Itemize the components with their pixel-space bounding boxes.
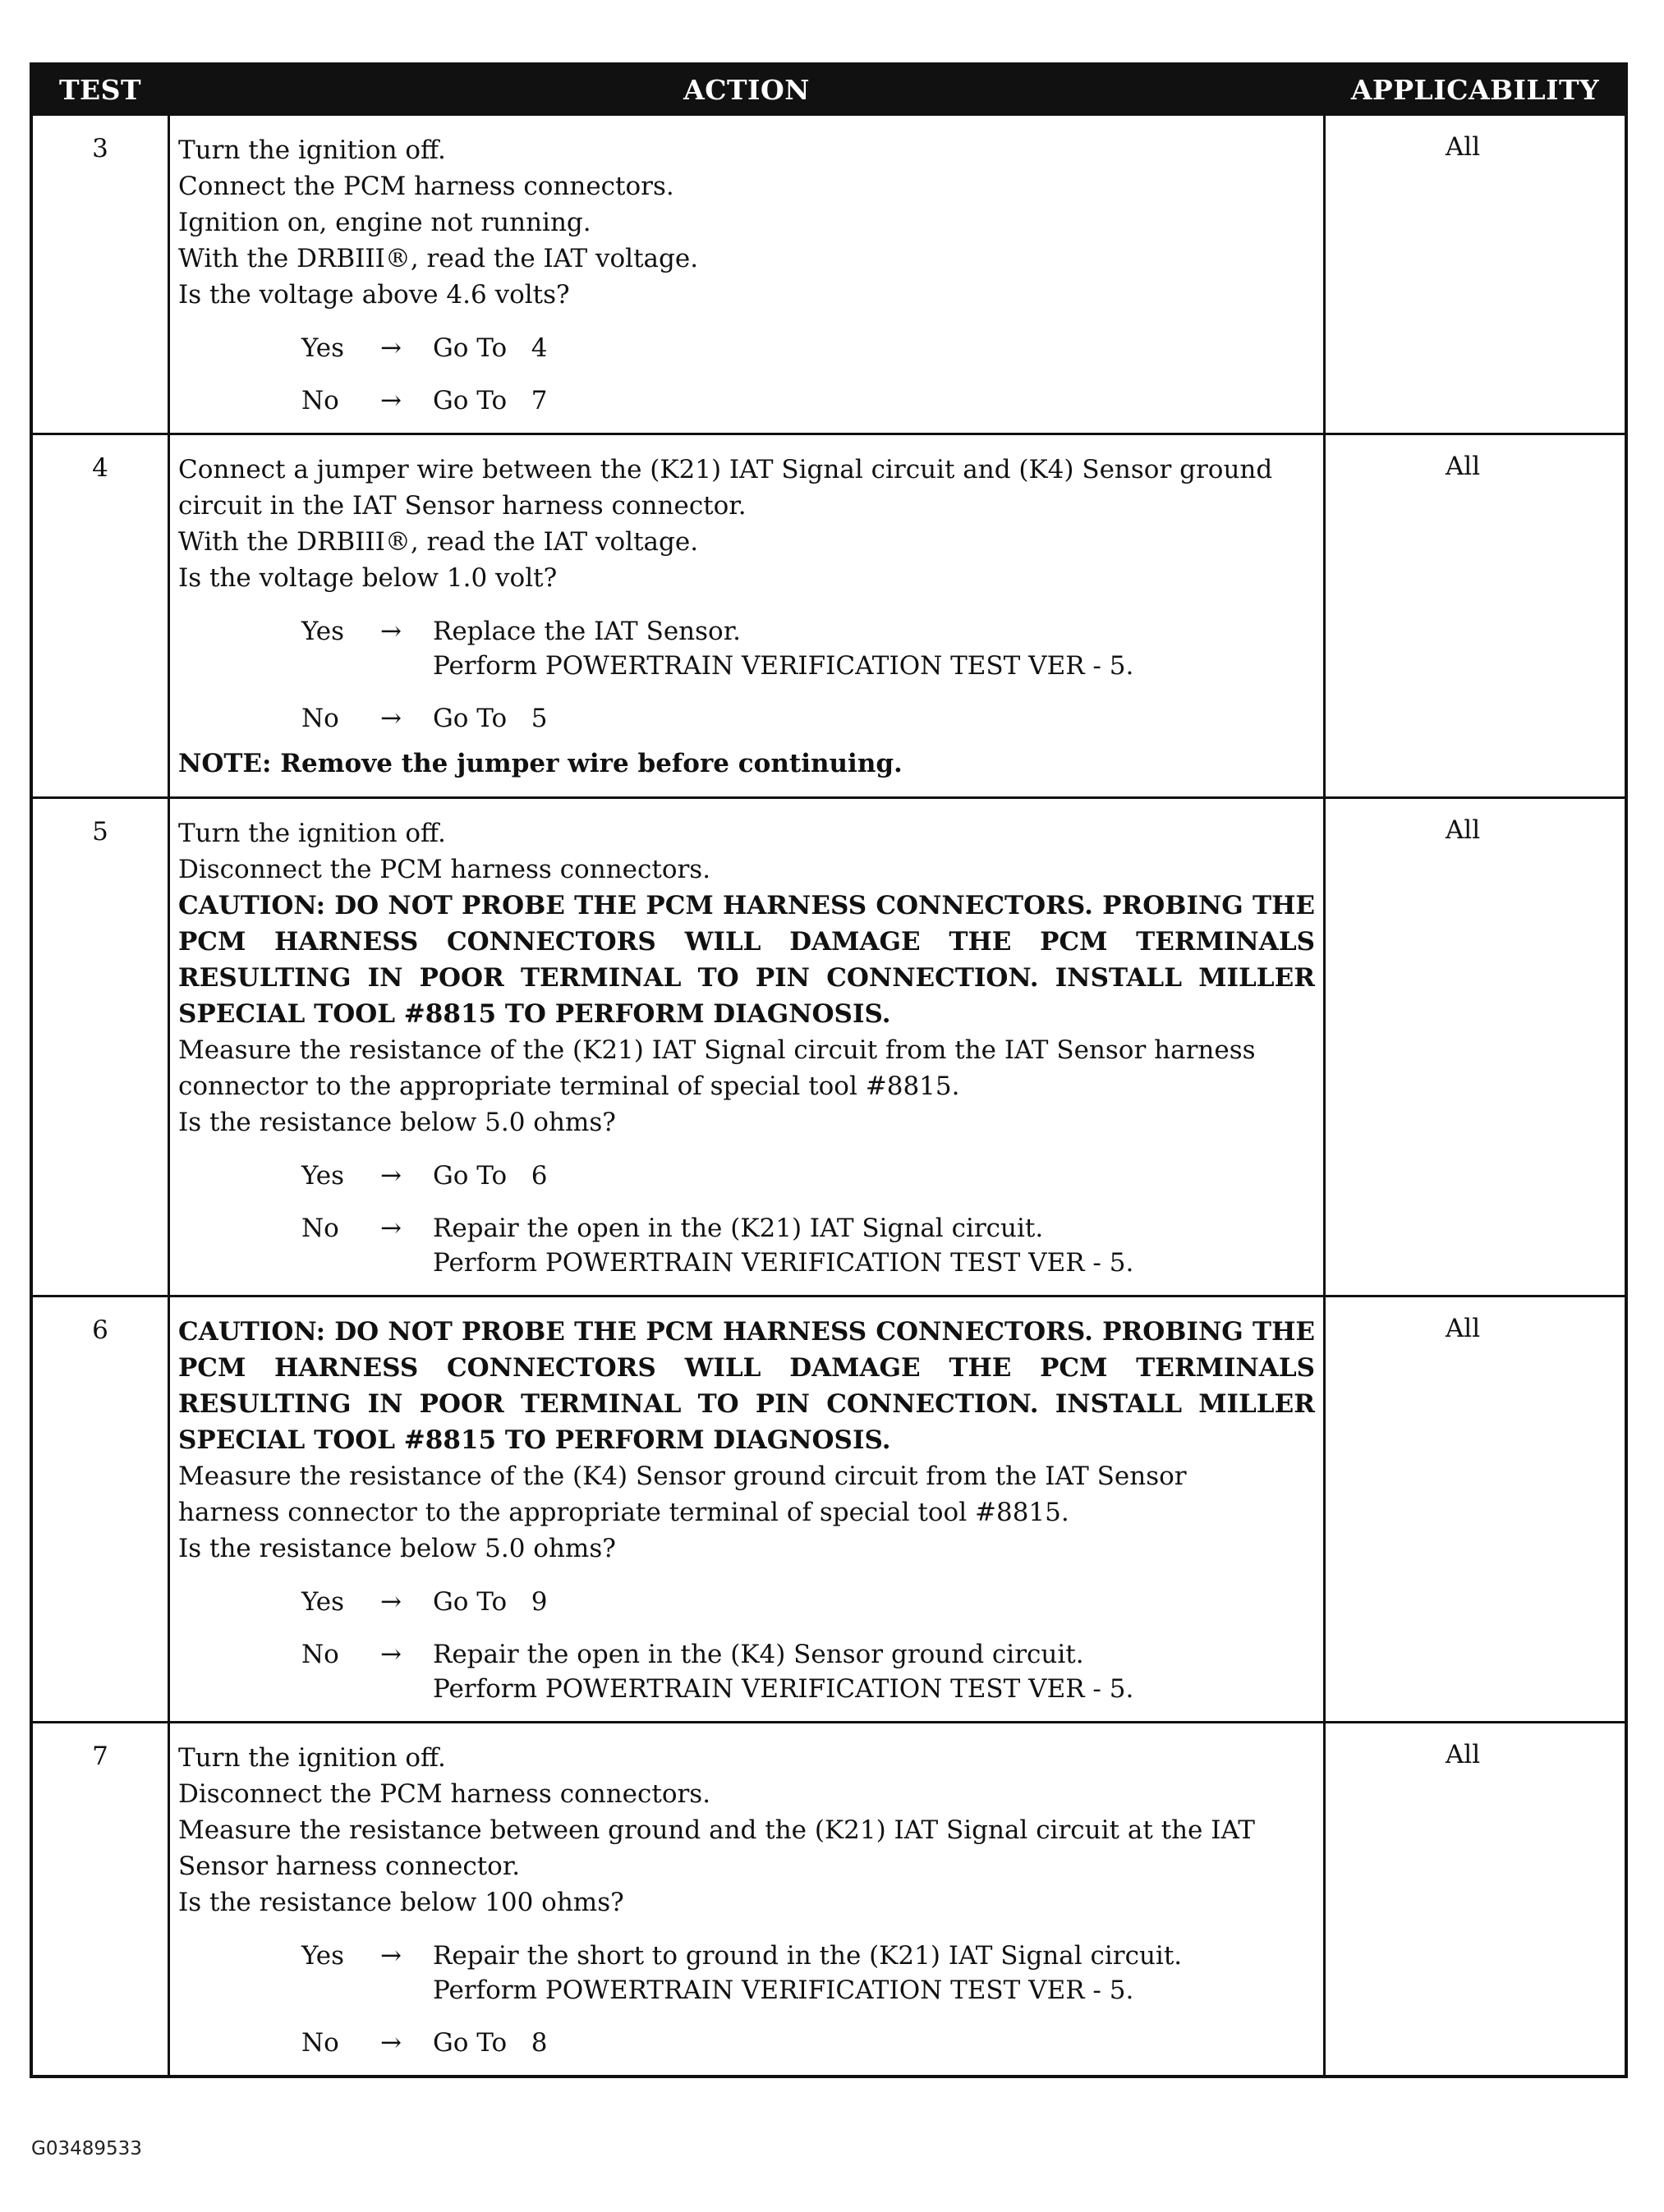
document-code: G03489533 [31, 2138, 142, 2159]
result-line: Go To 4 [433, 333, 548, 363]
action-line: With the DRBIII®, read the IAT voltage. [178, 527, 699, 557]
arrow-icon: → [380, 2028, 402, 2058]
action-line: Sensor harness connector. [178, 1852, 521, 1881]
outcome-no [301, 383, 1315, 418]
outcome-result [433, 1637, 1315, 1706]
test-number: 6 [92, 1315, 108, 1345]
action-line: Connect a jumper wire between the (K21) IAT Signal circuit and (K4) Sensor ground [178, 455, 1273, 484]
result-line: Go To 8 [433, 2028, 548, 2058]
outcome-result [433, 1939, 1315, 2008]
table-row [33, 796, 1625, 1295]
action-line: Is the voltage above 4.6 volts? [178, 280, 570, 310]
result-line: Repair the short to ground in the (K21) IAT Signal circuit. [433, 1941, 1183, 1971]
test-number: 5 [92, 817, 108, 847]
action-line: With the DRBIII®, read the IAT voltage. [178, 244, 699, 273]
result-line: Replace the IAT Sensor. [433, 617, 741, 646]
action-line: Disconnect the PCM harness connectors. [178, 1779, 711, 1809]
outcome-label: Yes [301, 1587, 345, 1617]
action-line: Measure the resistance of the (K4) Sensor ground circuit from the IAT Sensor [178, 1462, 1187, 1491]
outcome-yes [301, 614, 1315, 683]
result-line: Perform POWERTRAIN VERIFICATION TEST VER - 5. [433, 1976, 1134, 2005]
outcome-label: No [301, 386, 339, 415]
arrow-icon: → [380, 333, 402, 363]
outcome-label: Yes [301, 1941, 345, 1971]
header-applicability: APPLICABILITY [1350, 73, 1600, 106]
action-cell [168, 799, 1326, 1295]
action-line: Turn the ignition off. [178, 819, 446, 848]
outcome-no [301, 1637, 1315, 1706]
action-line: Is the resistance below 5.0 ohms? [178, 1534, 616, 1563]
result-line: Perform POWERTRAIN VERIFICATION TEST VER - 5. [433, 651, 1134, 681]
result-line: Perform POWERTRAIN VERIFICATION TEST VER - 5. [433, 1674, 1134, 1704]
arrow-icon: → [380, 1941, 402, 1971]
result-line: Go To 5 [433, 704, 548, 733]
action-line: Disconnect the PCM harness connectors. [178, 855, 711, 884]
action-line: connector to the appropriate terminal of special tool #8815. [178, 1072, 960, 1101]
outcome-label: No [301, 2028, 339, 2058]
applicability-cell: All [1445, 452, 1481, 481]
outcome-yes [301, 1939, 1315, 2008]
test-number: 4 [92, 453, 108, 483]
action-line: Turn the ignition off. [178, 1743, 446, 1773]
table-row [33, 1295, 1625, 1721]
table-row [33, 113, 1625, 433]
action-cell [168, 435, 1326, 796]
applicability-cell: All [1445, 1740, 1481, 1769]
result-line: Go To 7 [433, 386, 548, 415]
action-line: Is the resistance below 5.0 ohms? [178, 1108, 616, 1137]
arrow-icon: → [380, 1214, 402, 1243]
outcome-yes [301, 331, 1315, 365]
action-cell [168, 1297, 1326, 1721]
header-action: ACTION [683, 73, 810, 106]
outcome-label: Yes [301, 617, 345, 646]
outcome-result [433, 1211, 1315, 1280]
action-line: Ignition on, engine not running. [178, 208, 591, 237]
arrow-icon: → [380, 1640, 402, 1669]
outcome-no [301, 1211, 1315, 1280]
outcome-result [433, 1585, 1315, 1619]
arrow-icon: → [380, 1161, 402, 1191]
result-line: Repair the open in the (K4) Sensor ground circuit. [433, 1640, 1084, 1669]
result-line: Perform POWERTRAIN VERIFICATION TEST VER - 5. [433, 1248, 1134, 1278]
applicability-cell: All [1445, 815, 1481, 845]
outcome-result [433, 614, 1315, 683]
arrow-icon: → [380, 1587, 402, 1617]
action-line: Is the resistance below 100 ohms? [178, 1888, 624, 1917]
applicability-cell: All [1445, 132, 1481, 162]
outcome-yes [301, 1585, 1315, 1619]
action-line: harness connector to the appropriate terminal of special tool #8815. [178, 1498, 1069, 1527]
arrow-icon: → [380, 386, 402, 415]
table-header [33, 66, 1625, 113]
action-line: Measure the resistance of the (K21) IAT Signal circuit from the IAT Sensor harness [178, 1035, 1256, 1065]
table-row [33, 1721, 1625, 2075]
outcome-result [433, 2026, 1315, 2060]
header-test: TEST [58, 73, 142, 106]
caution-text: CAUTION: DO NOT PROBE THE PCM HARNESS CONNECTORS. PROBING THE PCM HARNESS CONNECTORS WILL DAMAGE THE PCM TERMINALS RESULTING IN POOR TERMINAL TO PIN CONNECTION. INSTALL MILLER SPECIAL TOOL #8815 TO PERFORM DIAGNOSIS. [178, 891, 1315, 1029]
outcome-result [433, 1159, 1315, 1193]
result-line: Go To 9 [433, 1587, 548, 1617]
outcome-label: No [301, 1214, 339, 1243]
arrow-icon: → [380, 704, 402, 733]
action-line: Is the voltage below 1.0 volt? [178, 563, 558, 593]
applicability-cell: All [1445, 1314, 1481, 1343]
diagnostic-table [30, 62, 1628, 2078]
arrow-icon: → [380, 617, 402, 646]
action-line: Turn the ignition off. [178, 135, 446, 165]
note-text: NOTE: Remove the jumper wire before continuing. [178, 749, 903, 778]
action-line: circuit in the IAT Sensor harness connector. [178, 491, 747, 521]
action-cell [168, 1723, 1326, 2075]
test-number: 7 [92, 1742, 108, 1771]
outcome-result [433, 701, 1315, 736]
outcome-yes [301, 1159, 1315, 1193]
action-line: Connect the PCM harness connectors. [178, 172, 674, 201]
outcome-label: Yes [301, 333, 345, 363]
action-line: Measure the resistance between ground and the (K21) IAT Signal circuit at the IAT [178, 1815, 1255, 1845]
outcome-no [301, 701, 1315, 736]
outcome-result [433, 331, 1315, 365]
outcome-label: No [301, 704, 339, 733]
outcome-no [301, 2026, 1315, 2060]
result-line: Go To 6 [433, 1161, 548, 1191]
result-line: Repair the open in the (K21) IAT Signal circuit. [433, 1214, 1044, 1243]
outcome-label: No [301, 1640, 339, 1669]
outcome-label: Yes [301, 1161, 345, 1191]
caution-text: CAUTION: DO NOT PROBE THE PCM HARNESS CONNECTORS. PROBING THE PCM HARNESS CONNECTORS WILL DAMAGE THE PCM TERMINALS RESULTING IN POOR TERMINAL TO PIN CONNECTION. INSTALL MILLER SPECIAL TOOL #8815 TO PERFORM DIAGNOSIS. [178, 1317, 1315, 1455]
table-row [33, 433, 1625, 796]
action-cell [168, 116, 1326, 433]
outcome-result [433, 383, 1315, 418]
test-number: 3 [92, 134, 108, 163]
